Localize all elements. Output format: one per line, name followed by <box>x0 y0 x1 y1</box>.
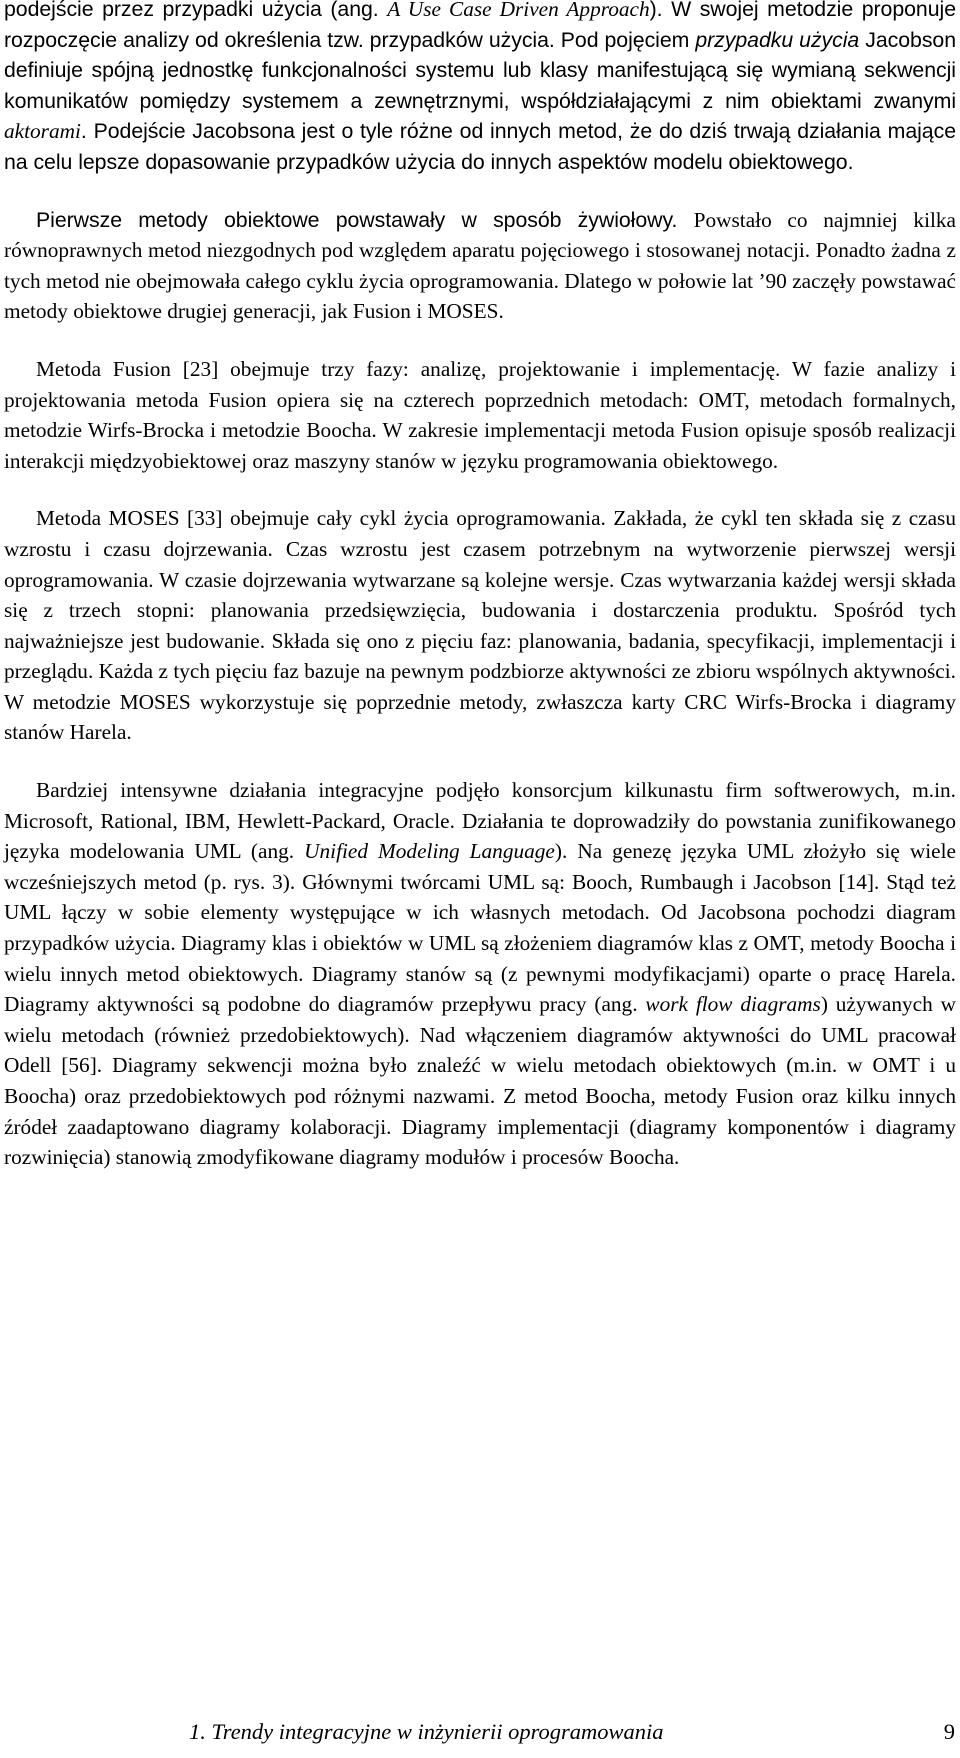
paragraph-italic-text: aktorami <box>4 119 81 144</box>
page-footer <box>0 1719 960 1753</box>
paragraph-text: Jacobson definiuje spójną jednostkę funkcjonalności systemu lub klasy manifestującą się wymianą sekwencji komunikatów pomiędzy systemem a zewnętrznymi, współdziałającymi z nim obiektami zwanymi <box>4 27 957 113</box>
paragraph-text: Powstało co najmniej kilka równoprawnych metod niezgodnych pod względem aparatu pojęciowego i stosowanej notacji. Ponadto żadna z tych metod nie obejmowała całego cyklu życia oprogramowania. Dlatego w połowie lat ’90 zaczęły powstawać metody obiektowe drugiej generacji, jak Fusion i MOSES. <box>4 207 957 324</box>
footer-chapter-title: 1. Trendy integracyjne w inżynierii oprogramowania <box>189 1719 664 1744</box>
paragraph-gap <box>4 327 956 354</box>
paragraph-moses <box>4 503 956 748</box>
paragraph-text: Metoda Fusion [23] obejmuje trzy fazy: analizę, projektowanie i implementację. W fazie analizy i projektowania metoda Fusion opiera się na czterech poprzednich metodach: OMT, metodach formalnych, metodzie Wirfs-Brocka i metodzie Boocha. W zakresie implementacji metoda Fusion opisuje sposób realizacji interakcji międzyobiektowej oraz maszyny stanów w języku programowania obiektowego. <box>4 356 956 473</box>
paragraph-text: ) używanych w wielu metodach (również przedobiektowych). Nad włączeniem diagramów aktywności do UML pracował Odell [56]. Diagramy sekwencji można było znaleźć w wielu metodach obiektowych (m.in. w OMT i u Boocha) oraz przedobiektowych pod różnymi nazwami. Z metod Boocha, metody Fusion oraz kilku innych źródeł zaadaptowano diagramy kolaboracji. Diagramy implementacji (diagramy komponentów i diagramy rozwinięcia) stanowią zmodyfikowane diagramy modułów i procesów Boocha. <box>4 992 957 1170</box>
paragraph-use-case <box>4 0 956 178</box>
paragraph-text: Metoda MOSES [33] obejmuje cały cykl życia oprogramowania. Zakłada, że cykl ten składa się z czasu wzrostu i czasu dojrzewania. Czas wzrostu jest czasem potrzebnym na wytworzenie pierwszej wersji oprogramowania. W czasie dojrzewania wytwarzane są kolejne wersje. Czas wytwarzania każdej wersji składa się z trzech stopni: planowania przedsięwzięcia, budowania i dostarczenia produktu. Spośród tych najważniejsze jest budowanie. Składa się ono z pięciu faz: planowania, badania, specyfikacji, implementacji i przeglądu. Każda z tych pięciu faz bazuje na pewnym podzbiorze aktywności ze zbioru wspólnych aktywności. W metodzie MOSES wykorzystuje się poprzednie metody, zwłaszcza karty CRC Wirfs-Brocka i diagramy stanów Harela. <box>4 506 956 745</box>
paragraph-text: Bardziej intensywne działania integracyjne podjęło konsorcjum kilkunastu firm softwerowych, m.in. Microsoft, Rational, IBM, Hewlett-Packard, Oracle. Działania te doprowadziły do powstania zunifikowanego języka modelowania UML (ang. <box>4 778 956 864</box>
paragraph-gap <box>4 178 956 205</box>
paragraph-italic-text: przypadku użycia <box>695 27 860 52</box>
paragraph-text: ). Na genezę języka UML złożyło się wiele wcześniejszych metod (p. rys. 3). Głównymi twórcami UML są: Booch, Rumbaugh i Jacobson [14]. Stąd też UML łączy w sobie elementy występujące w ich własnych metodach. Od Jacobsona pochodzi diagram przypadków użycia. Diagramy klas i obiektów w UML są złożeniem diagramów klas z OMT, metody Boocha i wielu innych metod obiektowych. Diagramy stanów są (z pewnymi modyfikacjami) oparte o pracę Harela. Diagramy aktywności są podobne do diagramów przepływu pracy (ang. <box>4 839 956 1017</box>
paragraph-fusion <box>4 354 956 476</box>
paragraph-text: ). W swojej metodzie proponuje rozpoczęcie analizy od określenia tzw. przypadków użycia. Pod pojęciem <box>4 0 956 52</box>
paragraph-gap <box>4 476 956 503</box>
paragraph-italic-text: A Use Case Driven Approach <box>387 0 650 21</box>
paragraph-text: . Podejście Jacobsona jest o tyle różne od innych metod, że do dziś trwają działania mające na celu lepsze dopasowanie przypadków użycia do innych aspektów modelu obiektowego. <box>4 119 956 174</box>
paragraph-italic-text: work flow diagrams <box>645 992 821 1017</box>
paragraph-first-methods <box>4 205 956 327</box>
paragraph-text: Pierwsze metody obiektowe powstawały w sposób żywiołowy. <box>36 207 694 232</box>
paragraph-italic-text: Unified Modeling Language <box>304 839 555 864</box>
paragraph-uml <box>4 775 956 1173</box>
paragraph-gap <box>4 748 956 775</box>
document-page <box>4 0 956 1173</box>
page-number: 9 <box>943 1719 955 1744</box>
paragraph-text: podejście przez przypadki użycia (ang. <box>4 0 388 21</box>
